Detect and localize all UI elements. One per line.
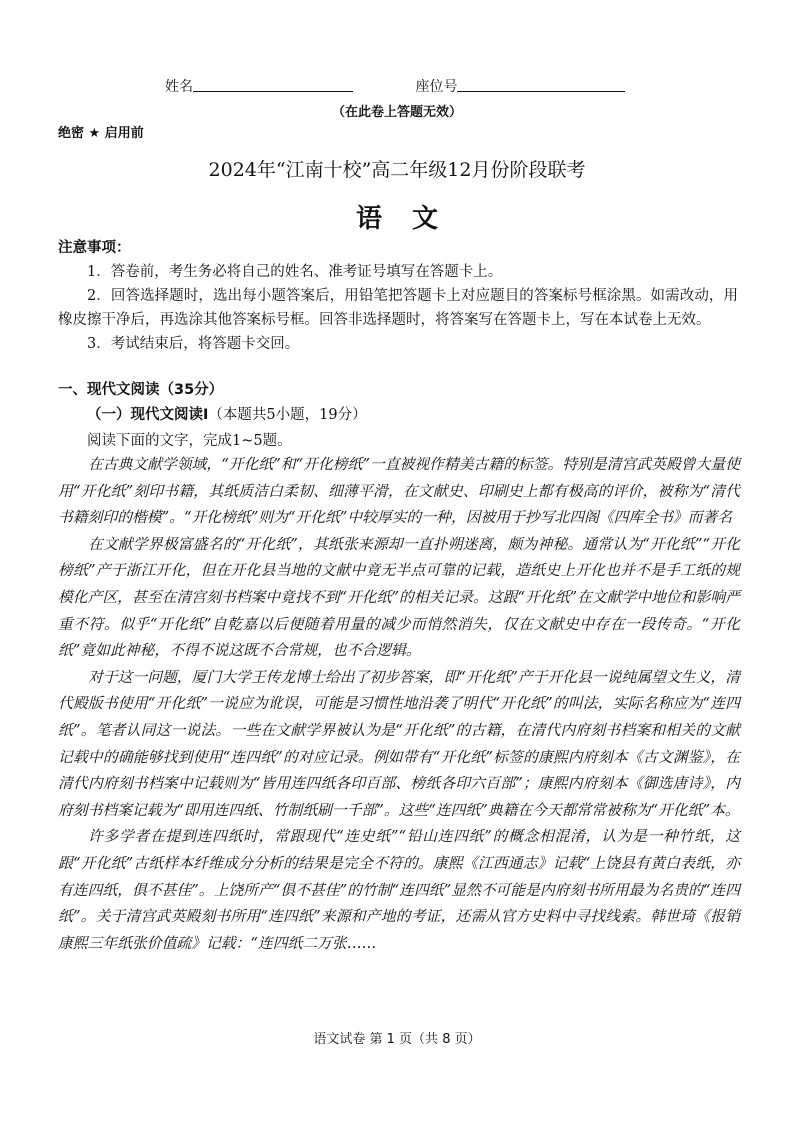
name-blank bbox=[193, 77, 353, 92]
secret-label: 绝密 ★ 启用前 bbox=[58, 126, 144, 141]
subsection-title bbox=[87, 403, 367, 424]
name-label: 姓名 bbox=[165, 79, 193, 95]
notes-section bbox=[58, 236, 738, 356]
section-title: 一、现代文阅读（35分） bbox=[58, 382, 224, 398]
note-item: 3．考试结束后，将答题卡交回。 bbox=[87, 336, 300, 352]
subject-title: 语文 bbox=[355, 204, 468, 234]
seat-label: 座位号 bbox=[415, 79, 458, 95]
seat-blank bbox=[457, 77, 625, 92]
passage-paragraph: 在古典文献学领域，“开化纸”和“开化榜纸”一直被视作精美古籍的标签。特别是清宫武英殿曾大量使用“开化纸”刻印书籍，其纸质洁白柔韧、细薄平滑，在文献史、印刷史上都有极高的评价，被称为“清代书籍刻印的楷模”。“开化榜纸”则为“开化纸”中较厚实的一种，因被用于抄写北四阁《四库全书》而著名 bbox=[58, 456, 740, 527]
notes-heading: 注意事项： bbox=[58, 240, 131, 256]
exam-title: 2024年“江南十校”高二年级12月份阶段联考 bbox=[208, 159, 586, 181]
note-item: 2．回答选择题时，选出每小题答案后，用铅笔把答题卡上对应题目的答案标号框涂黑。如需改动，用橡皮擦干净后，再选涂其他答案标号框。回答非选择题时，将答案写在答题卡上，写在本试卷上无效。 bbox=[58, 288, 738, 328]
invalid-answer-note: （在此卷上答题无效） bbox=[331, 105, 462, 120]
page-footer: 语文试卷 第 1 页（共 8 页） bbox=[313, 1032, 481, 1047]
subsection-detail: （本题共5小题，19分） bbox=[208, 407, 367, 423]
passage-paragraph: 对于这一问题，厦门大学王传龙博士给出了初步答案，即“开化纸”产于开化县一说纯属望文生义，清代殿版书使用“开化纸”一说应为讹误，可能是习惯性地沿袭了明代“开化纸”的叫法，实际名称应为“连四纸”。笔者认同这一说法。一些在文献学界被认为是“开化纸”的古籍，在清代内府刻书档案和相关的文献记载中的确能够找到使用“连四纸”的对应记录。例如带有“开化纸”标签的康熙内府刻本《古文渊鉴》，在清代内府刻书档案中记载则为“皆用连四纸各印百部、榜纸各印六百部”；康熙内府刻本《御选唐诗》，内府刻书档案记载为“即用连四纸、竹制纸刷一千部”。这些“连四纸”典籍在今天都常常被称为“开化纸”本。 bbox=[58, 668, 740, 819]
candidate-info-line bbox=[165, 76, 625, 96]
passage-paragraph: 许多学者在提到连四纸时，常跟现代“连史纸”“铅山连四纸”的概念相混淆，认为是一种竹纸，这跟“开化纸”古纸样本纤维成分分析的结果是完全不符的。康熙《江西通志》记载“上饶县有黄白表纸，亦有连四纸，俱不甚佳”。上饶所产“俱不甚佳”的竹制“连四纸”显然不可能是内府刻书所用最为名贵的“连四纸”。关于清宫武英殿刻书所用“连四纸”来源和产地的考证，还需从官方史料中寻找线索。韩世琦《报销康熙三年纸张价值疏》记载：“连四纸二万张…… bbox=[58, 828, 740, 952]
reading-passage bbox=[58, 452, 740, 957]
note-item: 1．答卷前，考生务必将自己的姓名、准考证号填写在答题卡上。 bbox=[87, 264, 503, 280]
reading-instruction: 阅读下面的文字，完成1~5题。 bbox=[87, 433, 292, 449]
subsection-name: （一）现代文阅读Ⅰ bbox=[87, 407, 209, 423]
passage-paragraph: 在文献学界极富盛名的“开化纸”，其纸张来源却一直扑朔迷离，颇为神秘。通常认为“开化纸”“开化榜纸”产于浙江开化，但在开化县当地的文献中竟无半点可靠的记载，造纸史上开化也并不是手工纸的规模化产区，甚至在清宫刻书档案中竟找不到“开化纸”的相关记录。这跟“开化纸”在文献学中地位和影响严重不符。似乎“开化纸”自乾嘉以后便随着用量的减少而悄然消失，仅在文献史中存在一段传奇。“开化纸”竟如此神秘，不得不说这既不合常规，也不合逻辑。 bbox=[58, 535, 740, 660]
